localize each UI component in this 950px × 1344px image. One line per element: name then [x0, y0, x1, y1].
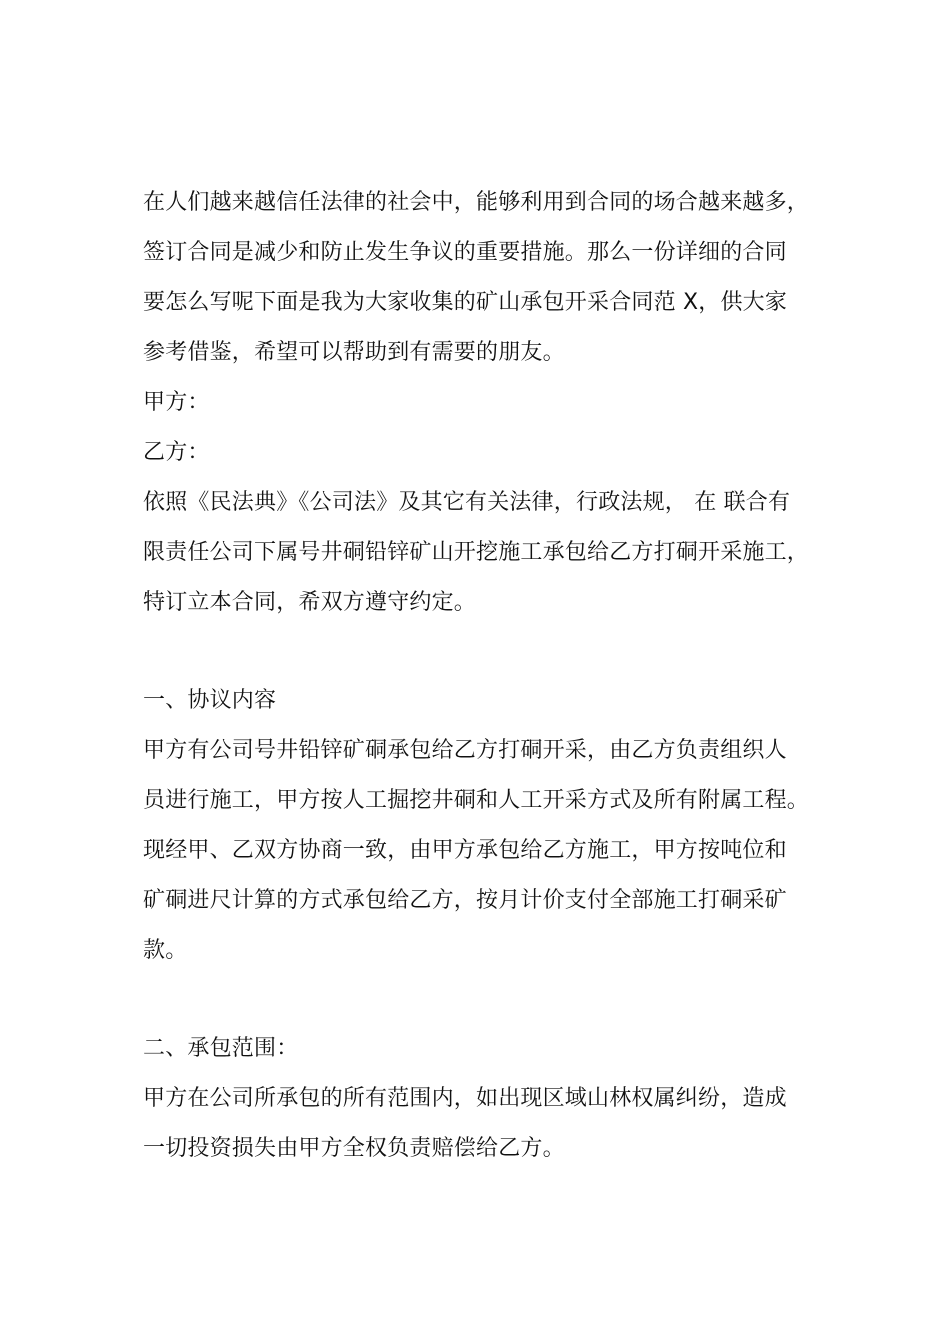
- paragraph-gap: [143, 976, 823, 1024]
- intro-line-3: 要怎么写呢下面是我为大家收集的矿山承包开采合同范 X，供大家: [143, 290, 788, 315]
- section2-line-1: 甲方在公司所承包的所有范围内，如出现区域山林权属纠纷，造成: [143, 1086, 787, 1111]
- section1-line-1: 甲方有公司号井铅锌矿硐承包给乙方打硐开采，由乙方负责组织人: [143, 738, 787, 763]
- section1-line-5: 款。: [143, 938, 188, 963]
- preamble-line-1: 依照《民法典》《公司法》及其它有关法律，行政法规， 在 联合有: [143, 490, 791, 515]
- section2-line-2: 一切投资损失由甲方全权负责赔偿给乙方。: [143, 1136, 565, 1161]
- preamble-line-3: 特订立本合同，希双方遵守约定。: [143, 590, 477, 615]
- document-body: [143, 178, 823, 1174]
- section1-line-4: 矿硐进尺计算的方式承包给乙方，按月计价支付全部施工打硐采矿: [143, 888, 787, 913]
- section2-heading: 二、承包范围：: [143, 1036, 299, 1061]
- intro-line-2: 签订合同是减少和防止发生争议的重要措施。那么一份详细的合同: [143, 240, 787, 265]
- intro-line-4: 参考借鉴，希望可以帮助到有需要的朋友。: [143, 340, 565, 365]
- section1-heading: 一、协议内容: [143, 688, 277, 713]
- intro-line-1: 在人们越来越信任法律的社会中，能够利用到合同的场合越来越多，: [143, 190, 810, 215]
- section1-line-3: 现经甲、乙双方协商一致，由甲方承包给乙方施工，甲方按吨位和: [143, 838, 787, 863]
- section1-line-2: 员进行施工，甲方按人工掘挖井硐和人工开采方式及所有附属工程。: [143, 788, 810, 813]
- party-a-label: 甲方：: [143, 390, 210, 415]
- paragraph-gap: [143, 628, 823, 676]
- party-b-label: 乙方：: [143, 440, 210, 465]
- preamble-line-2: 限责任公司下属号井硐铅锌矿山开挖施工承包给乙方打硐开采施工，: [143, 540, 810, 565]
